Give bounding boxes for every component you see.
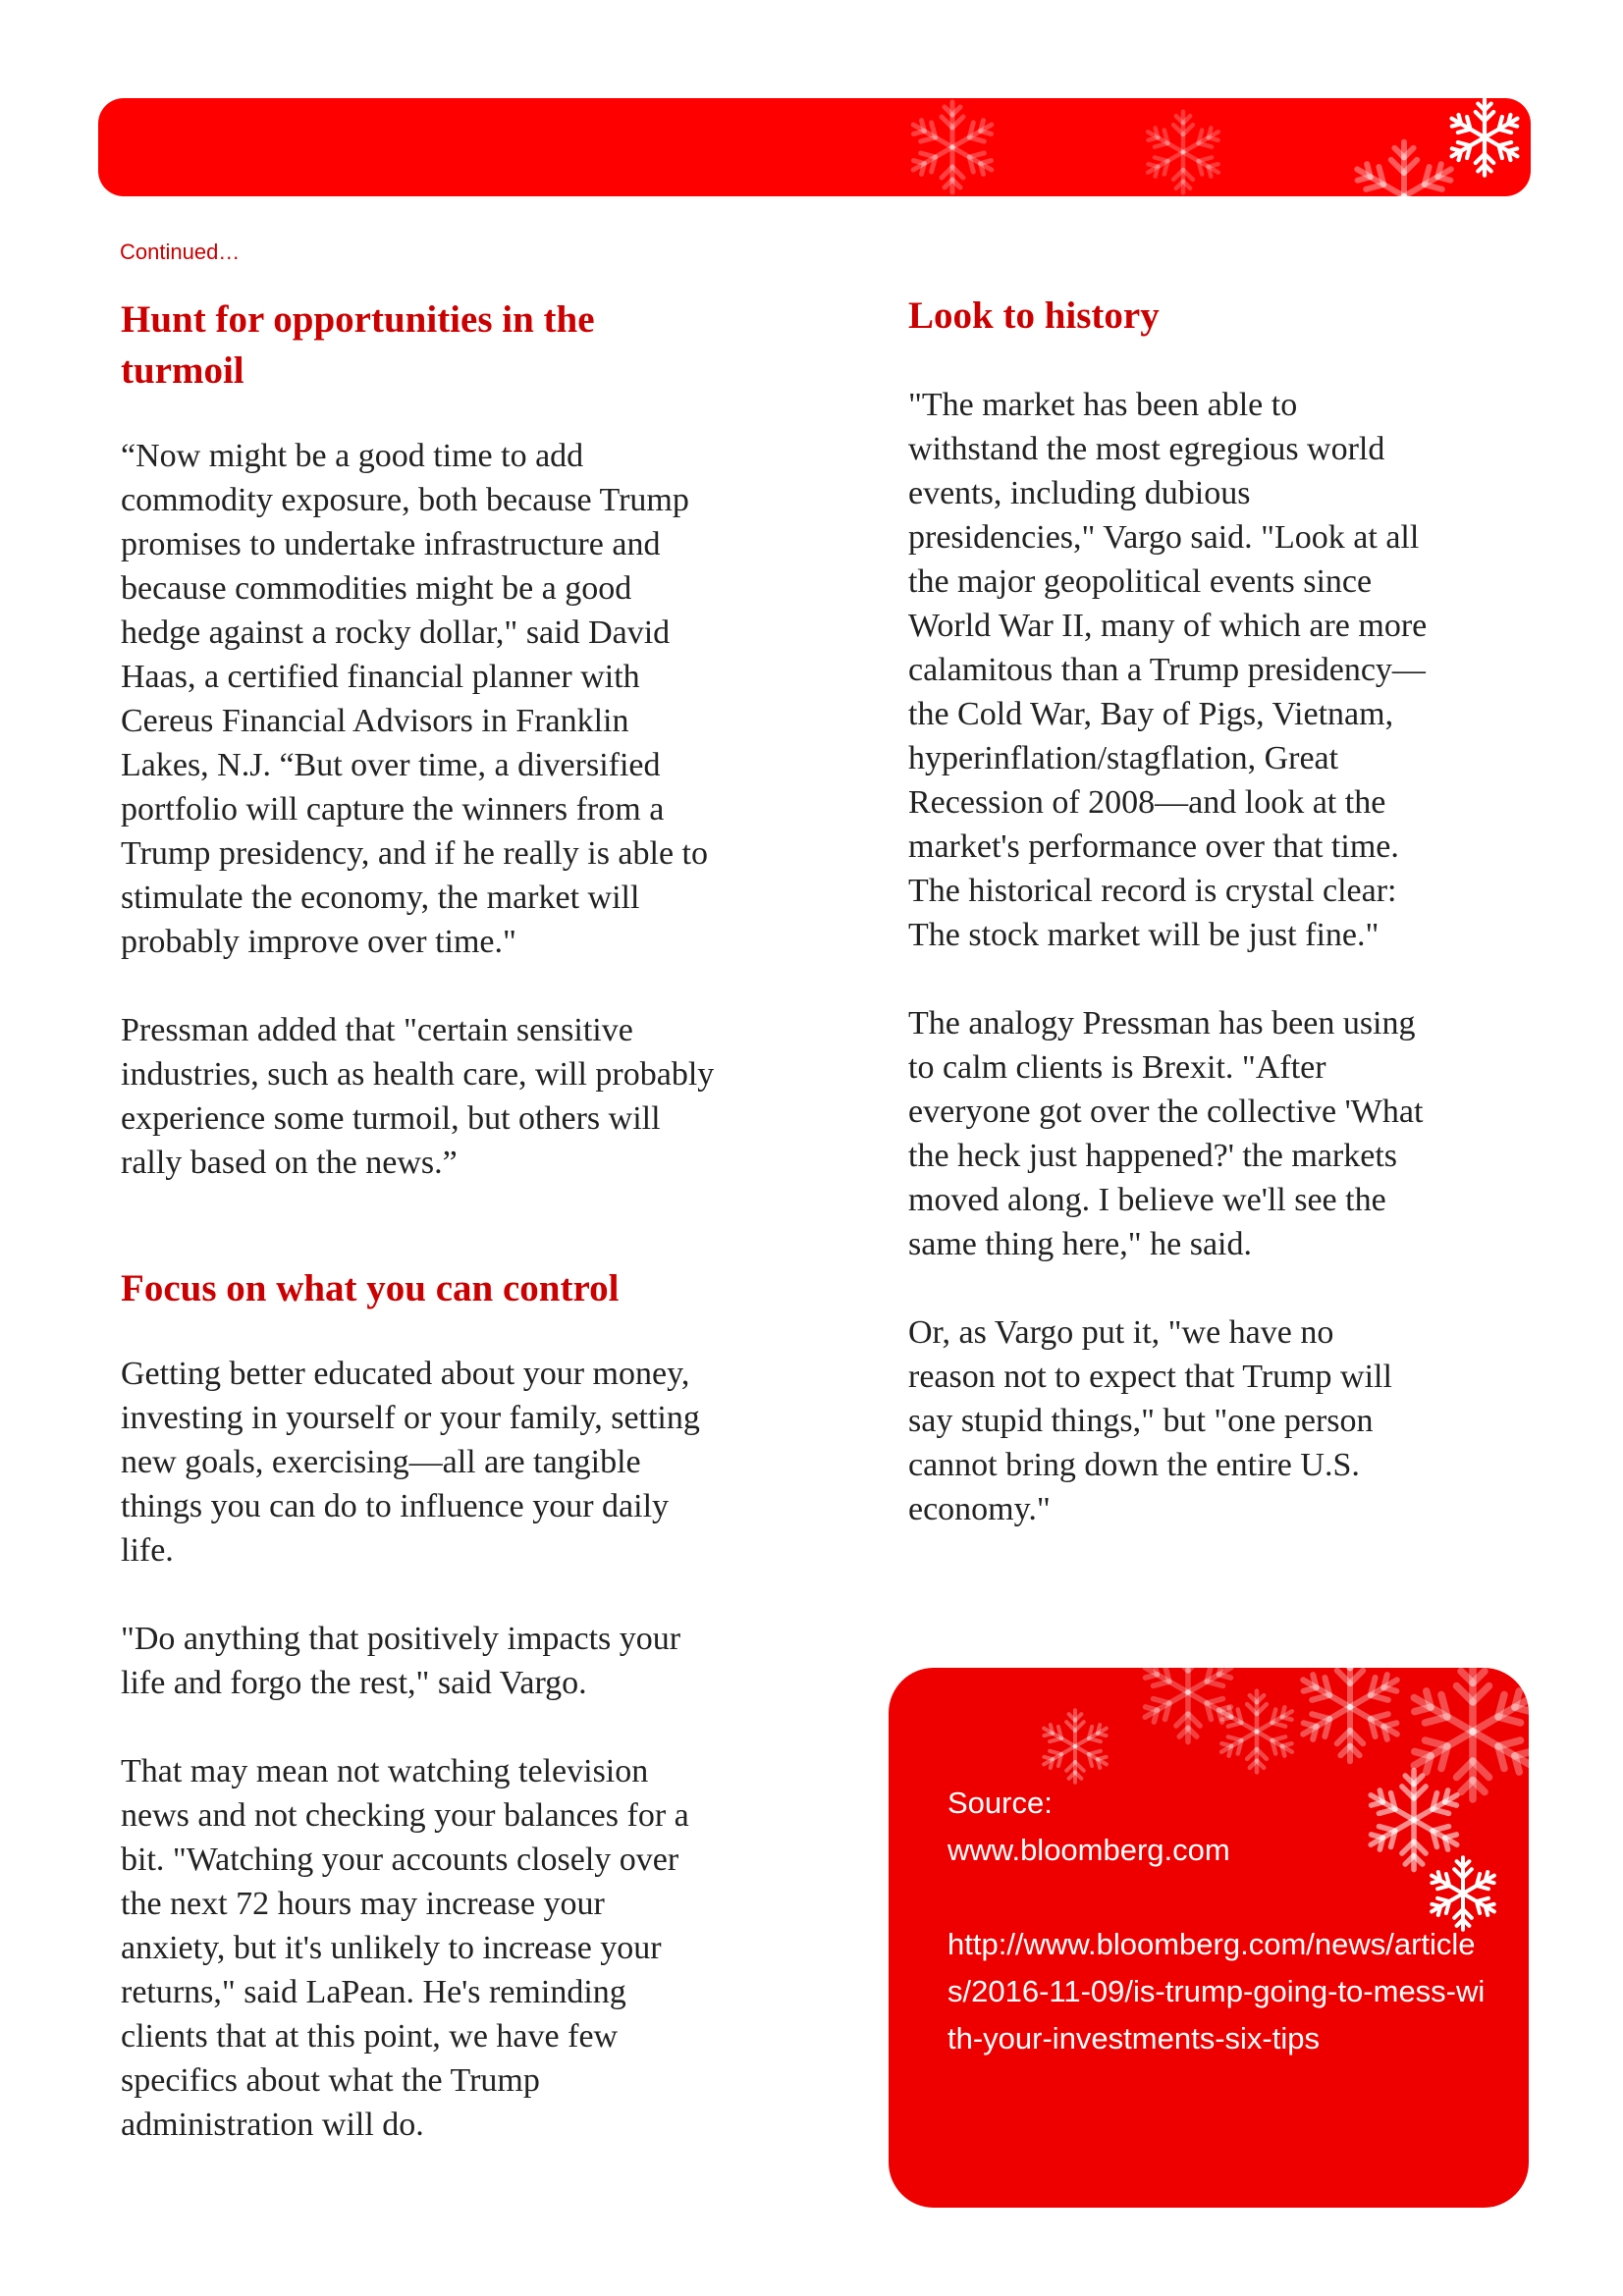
- paragraph: "The market has been able to withstand the most egregious world events, including dubious presidencies," Vargo said. "Look at all the major geopolitical events since World War II, many of which are more calamitous than a Trump presidency— the Cold War, Bay of Pigs, Vietnam, hyperinflation/stagflation, Great Recession of 2008—and look at the market's performance over that time. The historical record is crystal clear: The stock market will be just fine.": [908, 387, 1428, 953]
- source-label: Source:: [947, 1786, 1053, 1820]
- snowflake-icon: [903, 98, 1001, 196]
- right-column: [908, 291, 1537, 1531]
- snowflake-icon: [1139, 108, 1227, 196]
- source-url-link[interactable]: http://www.bloomberg.com/news/articles/2016-11-09/is-trump-going-to-mess-with-your-investments-six-tips: [947, 1927, 1486, 2056]
- paragraph: “Now might be a good time to add commodity exposure, both because Trump promises to undertake infrastructure and because commodities might be a good hedge against a rocky dollar," said David Haas, a certified financial planner with Cereus Financial Advisors in Franklin Lakes, N.J. “But over time, a diversified portfolio will capture the winners from a Trump presidency, and if he really is able to stimulate the economy, the market will probably improve over time.": [121, 438, 709, 960]
- paragraph: "Do anything that positively impacts your life and forgo the rest," said Vargo.: [121, 1621, 681, 1701]
- paragraph: Or, as Vargo put it, "we have no reason not to expect that Trump will say stupid things," but "one person cannot bring down the entire U.S. economy.": [908, 1314, 1392, 1527]
- snowflake-icon: [1291, 1668, 1409, 1766]
- section-heading-control: Focus on what you can control: [121, 1267, 620, 1309]
- continued-label: Continued…: [120, 240, 241, 264]
- paragraph: The analogy Pressman has been using to calm clients is Brexit. "After everyone got over the collective 'What the heck just happened?' the markets moved along. I believe we'll see the same thing here," he said.: [908, 1005, 1424, 1262]
- source-site-link[interactable]: www.bloomberg.com: [947, 1833, 1230, 1867]
- paragraph: That may mean not watching television news and not checking your balances for a bit. "Watching your accounts closely over the next 72 hours may increase your anxiety, but it's unlikely to increase your returns," said LaPean. He's reminding clients that at this point, we have few specifics about what the Trump administration will do.: [121, 1753, 689, 2143]
- source-box: [889, 1668, 1529, 2208]
- section-heading-opportunities: Hunt for opportunities in the turmoil: [121, 298, 595, 392]
- left-column: [121, 294, 828, 2147]
- snowflake-icon: [1213, 1687, 1301, 1776]
- section-heading-history: Look to history: [908, 294, 1160, 337]
- source-text: [947, 1780, 1488, 2062]
- paragraph: Pressman added that "certain sensitive industries, such as health care, will probably experience some turmoil, but others will rally based on the news.”: [121, 1012, 715, 1181]
- snowflake-icon: [1036, 1707, 1114, 1786]
- snowflake-icon: [1443, 98, 1526, 179]
- paragraph: Getting better educated about your money, investing in yourself or your family, setting new goals, exercising—all are tangible things you can do to influence your daily life.: [121, 1356, 700, 1569]
- header-banner: [98, 98, 1531, 196]
